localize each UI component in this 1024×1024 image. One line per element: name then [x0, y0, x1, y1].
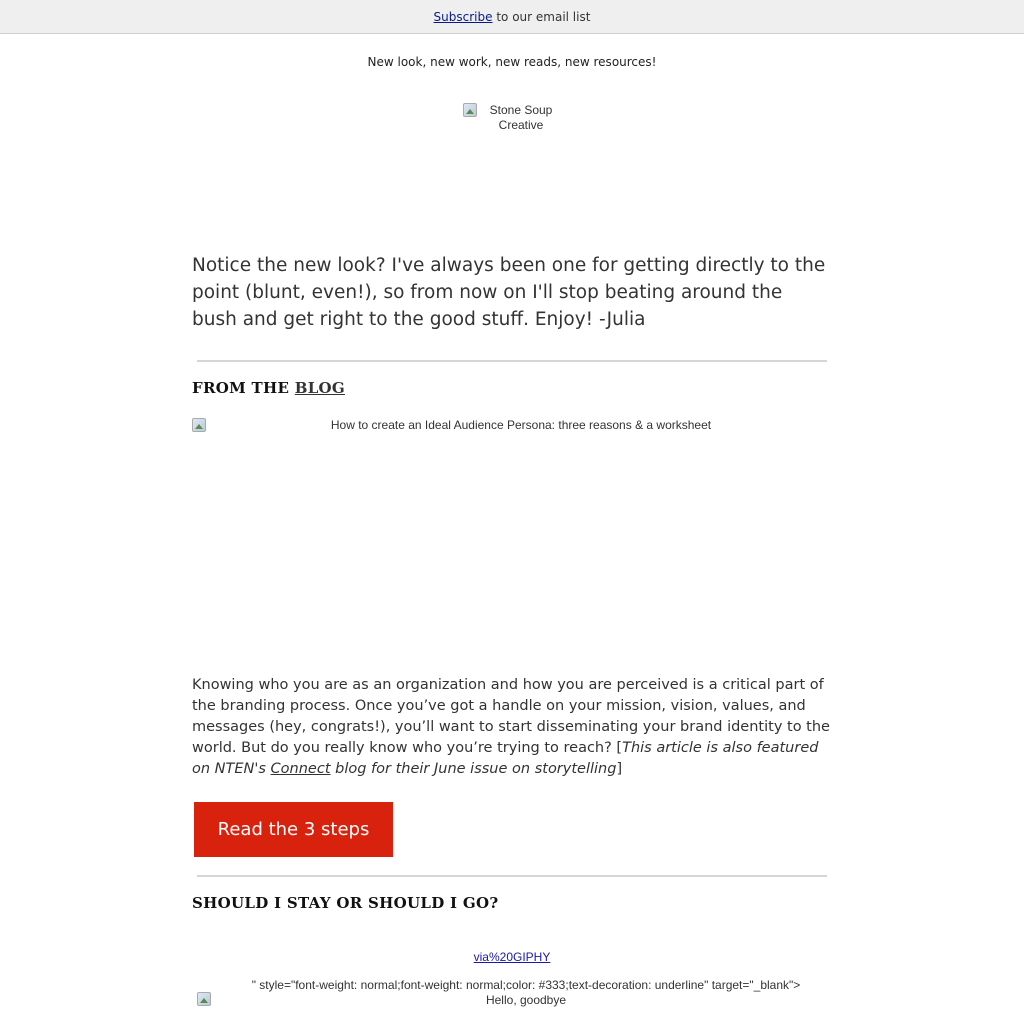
subscribe-suffix: to our email list: [496, 10, 591, 24]
blog-excerpt: [192, 675, 837, 780]
blog-link[interactable]: BLOG: [294, 379, 346, 397]
blog-post-image[interactable]: [192, 418, 832, 432]
subscribe-link[interactable]: Subscribe: [433, 10, 493, 24]
logo-alt-line-1: Stone Soup: [489, 103, 553, 117]
blog-excerpt-italic-2: blog for their June issue on storytelling: [335, 761, 617, 777]
broken-image-icon: [463, 103, 477, 117]
gif-image[interactable]: [197, 978, 837, 1008]
divider: [197, 360, 827, 362]
stay-section-heading: SHOULD I STAY OR SHOULD I GO?: [192, 894, 499, 912]
blog-excerpt-close: ]: [616, 761, 623, 777]
logo-alt-text: [481, 103, 561, 133]
broken-image-icon: [197, 992, 211, 1006]
gif-alt-text: [215, 978, 837, 1008]
gif-alt-line-2: Hello, goodbye: [485, 993, 567, 1007]
connect-link[interactable]: Connect: [270, 761, 331, 777]
logo-alt-line-2: Creative: [498, 118, 544, 132]
broken-image-icon: [192, 418, 206, 432]
blog-section-heading: [192, 379, 345, 397]
giphy-link[interactable]: via%20GIPHY: [473, 950, 551, 964]
gif-alt-line-1: " style="font-weight: normal;font-weight: normal;color: #333;text-decoration: underline" target="_blank">: [251, 978, 801, 992]
divider: [197, 875, 827, 877]
blog-image-alt: How to create an Ideal Audience Persona: three reasons & a worksheet: [330, 418, 712, 432]
logo-image[interactable]: [463, 103, 573, 133]
blog-excerpt-text: Knowing who you are as an organization and how you are perceived is a critical part of the branding process. Once you’ve got a handle on your mission, vision, values, and messages (hey, congrats!), you’ll want to start disseminating your brand identity to the world. But do you really know who you’re trying to reach? [: [192, 677, 830, 756]
giphy-link-row: [0, 950, 1024, 964]
intro-paragraph: Notice the new look? I've always been one for getting directly to the point (blunt, even!), so from now on I'll stop beating around the bush and get right to the good stuff. Enjoy! -Julia: [192, 255, 826, 330]
blog-heading-prefix: FROM THE: [192, 379, 290, 397]
read-steps-button[interactable]: Read the 3 steps: [194, 802, 393, 857]
subscribe-bar: [0, 0, 1024, 34]
preheader-text: New look, new work, new reads, new resources!: [367, 55, 657, 69]
blog-excerpt-italic-1: This article is also featured on NTEN's: [192, 740, 819, 777]
